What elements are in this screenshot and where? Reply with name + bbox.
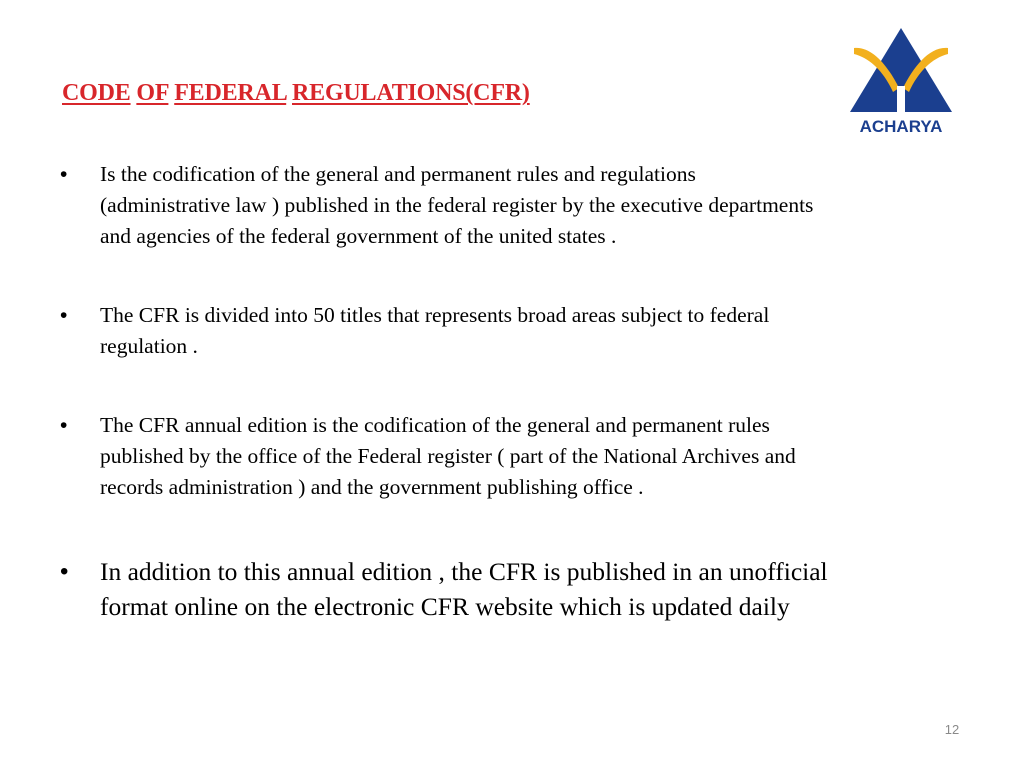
bullet-text: [100, 410, 950, 503]
bullet-text: [100, 300, 950, 362]
page-number: 12: [944, 722, 960, 737]
bullet-line: and agencies of the federal government of the united states .: [100, 224, 617, 248]
bullet-point: •: [60, 558, 69, 585]
title-word-of: OF: [136, 80, 169, 106]
logo-stem: [897, 86, 905, 112]
bullet-line: (administrative law ) published in the federal register by the executive departments: [100, 193, 814, 217]
bullet-point: •: [60, 414, 68, 437]
bullet-line: published by the office of the Federal register ( part of the National Archives and: [100, 444, 796, 468]
bullet-line: Is the codification of the general and permanent rules and regulations: [100, 162, 696, 186]
title-word-code: CODE: [62, 80, 131, 106]
bullet-point: •: [60, 163, 68, 186]
bullet-line: records administration ) and the government publishing office .: [100, 475, 644, 499]
logo-text: ACHARYA: [859, 117, 943, 136]
slide-title: [62, 80, 530, 107]
bullet-text: [100, 159, 950, 252]
bullet-line: The CFR annual edition is the codification of the general and permanent rules: [100, 413, 770, 437]
acharya-logo-icon: [846, 26, 956, 138]
bullet-point: •: [60, 304, 68, 327]
bullet-line: regulation .: [100, 334, 198, 358]
title-word-federal: FEDERAL: [174, 80, 287, 106]
title-word-regulations-cfr: REGULATIONS(CFR): [292, 80, 530, 106]
bullet-line: format online on the electronic CFR website which is updated daily: [100, 592, 790, 621]
bullet-line: In addition to this annual edition , the CFR is published in an unofficial: [100, 557, 828, 586]
bullet-text: [100, 554, 950, 624]
bullet-line: The CFR is divided into 50 titles that represents broad areas subject to federal: [100, 303, 770, 327]
